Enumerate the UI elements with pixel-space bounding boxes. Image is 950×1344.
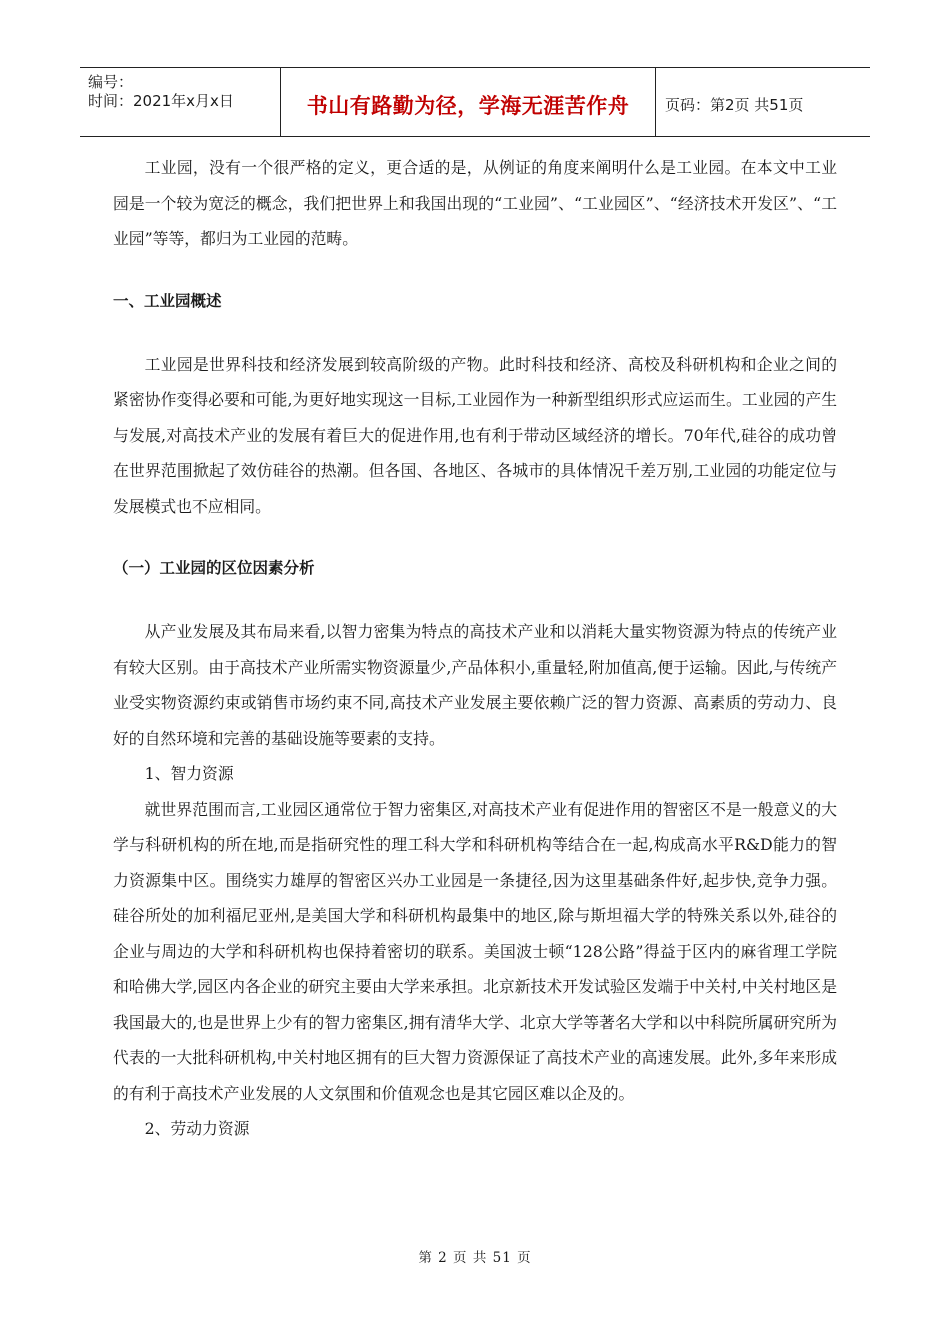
subsection-heading: （一）工业园的区位因素分析 — [113, 559, 315, 577]
header-meta — [80, 68, 281, 136]
item-heading-intellectual-resources: 1、智力资源 — [144, 764, 234, 783]
item-heading-labor-resources: 2、劳动力资源 — [144, 1119, 250, 1138]
intro-paragraph: 工业园，没有一个很严格的定义，更合适的是，从例证的角度来阐明什么是工业园。在本文中工业园是一个较为宽泛的概念，我们把世界上和我国出现的“工业园”、“工业园区”、“经济技术开发区”、“工业园”等等，都归为工业园的范畴。 — [113, 158, 837, 248]
document-date: 时间：2021年x月x日 — [88, 92, 234, 110]
section-heading: 一、工业园概述 — [113, 291, 222, 310]
subsection-paragraph: 从产业发展及其布局来看,以智力密集为特点的高技术产业和以消耗大量实物资源为特点的传统产业有较大区别。由于高技术产业所需实物资源量少,产品体积小,重量轻,附加值高,便于运输。因此,与传统产业受实物资源约束或销售市场约束不同,高技术产业发展主要依赖广泛的智力资源、高素质的劳动力、良好的自然环境和完善的基础设施等要素的支持。 — [113, 622, 837, 748]
document-body — [113, 150, 837, 1147]
page-header — [80, 67, 870, 137]
section-paragraph: 工业园是世界科技和经济发展到较高阶级的产物。此时科技和经济、高校及科研机构和企业之间的紧密协作变得必要和可能,为更好地实现这一目标,工业园作为一种新型组织形式应运而生。工业园的产生与发展,对高技术产业的发展有着巨大的促进作用,也有利于带动区域经济的增长。70年代,硅谷的成功曾在世界范围掀起了效仿硅谷的热潮。但各国、各地区、各城市的具体情况千差万别,工业园的功能定位与发展模式也不应相同。 — [113, 354, 837, 516]
page-footer: 第 2 页 共 51 页 — [418, 1250, 532, 1266]
header-motto: 书山有路勤为径，学海无涯苦作舟 — [281, 68, 656, 136]
document-number-label: 编号： — [88, 73, 134, 91]
header-page-info: 页码：第2页 共51页 — [665, 95, 804, 114]
item-paragraph-intellectual-resources: 就世界范围而言,工业园区通常位于智力密集区,对高技术产业有促进作用的智密区不是一般意义的大学与科研机构的所在地,而是指研究性的理工科大学和科研机构等结合在一起,构成高水平R&D能力的智力资源集中区。围绕实力雄厚的智密区兴办工业园是一条捷径,因为这里基础条件好,起步快,竞争力强。硅谷所处的加利福尼亚州,是美国大学和科研机构最集中的地区,除与斯坦福大学的特殊关系以外,硅谷的企业与周边的大学和科研机构也保持着密切的联系。美国波士顿“128公路”得益于区内的麻省理工学院和哈佛大学,园区内各企业的研究主要由大学来承担。北京新技术开发试验区发端于中关村,中关村地区是我国最大的,也是世界上少有的智力密集区,拥有清华大学、北京大学等著名大学和以中科院所属研究所为代表的一大批科研机构,中关村地区拥有的巨大智力资源保证了高技术产业的高速发展。此外,多年来形成的有利于高技术产业发展的人文氛围和价值观念也是其它园区难以企及的。 — [113, 799, 837, 1103]
